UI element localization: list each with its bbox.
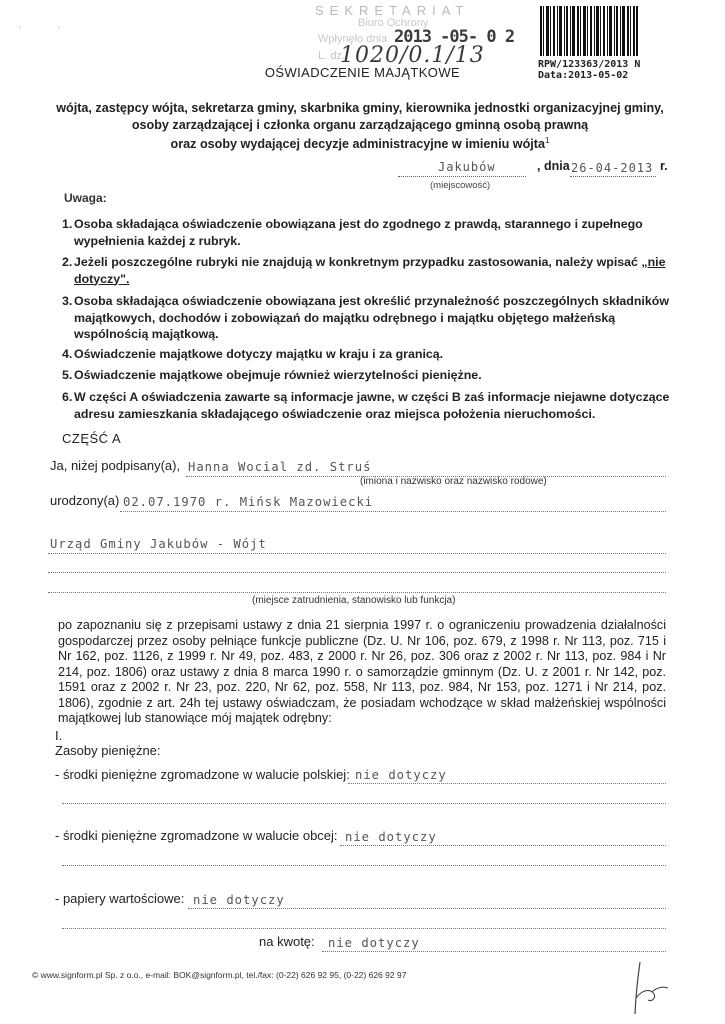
subtitle-line-1: wójta, zastępcy wójta, sekretarza gminy, skarbnika gminy, kierownika jednostki organizacyjnej gminy, bbox=[56, 101, 664, 115]
date-value: 26-04-2013 bbox=[571, 161, 654, 175]
employer-value: Urząd Gminy Jakubów - Wójt bbox=[50, 537, 267, 551]
note-text: W części A oświadczenia zawarte są informacje jawne, w części B zaś informacje niejawne dotyczące adresu zamieszkania składającego oświadczenie oraz miejsca położenia nieruchomości. bbox=[74, 390, 670, 421]
barcode-rpw-number: RPW/123363/2013 N bbox=[538, 59, 641, 70]
form-publisher-footer: © www.signform.pl Sp. z o.o., e-mail: BOK@signform.pl, tel./fax: (0-22) 626 92 95, (0-22) 626 92 97 bbox=[32, 970, 407, 980]
note-item bbox=[62, 293, 680, 343]
amount-value: nie dotyczy bbox=[328, 936, 420, 950]
employer-caption: (miejsce zatrudnienia, stanowisko lub funkcja) bbox=[252, 595, 456, 606]
note-text: Oświadczenie majątkowe obejmuje również wierzytelności pieniężne. bbox=[74, 368, 482, 382]
note-text: Osoba składająca oświadczenie obowiązana jest określić przynależność poszczególnych składników majątkowych, dochodów i zobowiązań do majątku odrębnego i majątku objętego małżeńską wspólnością majątkową. bbox=[74, 294, 669, 341]
amount-label: na kwotę: bbox=[259, 934, 315, 949]
note-number: 6. bbox=[62, 390, 73, 404]
year-suffix: r. bbox=[660, 159, 668, 173]
name-value: Hanna Wocial zd. Struś bbox=[188, 460, 372, 474]
polish-currency-label: - środki pieniężne zgromadzone w walucie polskiej: bbox=[55, 767, 350, 782]
note-item bbox=[62, 254, 680, 287]
date-underline bbox=[570, 176, 656, 177]
employer-underline-2 bbox=[48, 572, 666, 573]
note-number: 3. bbox=[62, 294, 73, 308]
name-caption: (imiona i nazwisko oraz nazwisko rodowe) bbox=[360, 476, 547, 487]
notes-heading: Uwaga: bbox=[64, 191, 107, 205]
securities-underline bbox=[188, 908, 666, 909]
born-underline bbox=[120, 511, 666, 512]
stamp-received-label: Wpłynęło dnia bbox=[318, 33, 388, 45]
note-text: Jeżeli poszczególne rubryki nie znajdują w konkretnym przypadku zastosowania, należy wpisać „nie dotyczy". bbox=[74, 255, 666, 286]
foreign-currency-value: nie dotyczy bbox=[345, 830, 437, 844]
polish-currency-underline bbox=[348, 783, 666, 784]
place-value: Jakubów bbox=[438, 160, 496, 174]
barcode-image bbox=[540, 6, 638, 56]
born-value: 02.07.1970 r. Mińsk Mazowiecki bbox=[123, 495, 374, 509]
born-label: urodzony(a) bbox=[50, 493, 120, 508]
place-caption: (miejscowość) bbox=[430, 180, 491, 191]
subtitle-line-2: osoby zarządzającej i członka organu zarządzającego gminną osobą prawną bbox=[131, 117, 589, 132]
stamp-office-sub: Biuro Ochrony bbox=[358, 17, 429, 29]
polish-currency-line-2 bbox=[62, 803, 666, 804]
note-text: Oświadczenie majątkowe dotyczy majątku w kraju i za granicą. bbox=[74, 347, 444, 361]
note-item bbox=[62, 367, 680, 384]
note-item bbox=[62, 346, 680, 363]
employer-underline-3 bbox=[48, 592, 666, 593]
note-number: 2. bbox=[62, 255, 73, 269]
name-label: Ja, niżej podpisany(a), bbox=[50, 458, 181, 473]
section-1-heading: I. bbox=[55, 728, 63, 743]
foreign-currency-underline bbox=[340, 845, 666, 846]
note-number: 5. bbox=[62, 368, 73, 382]
securities-value: nie dotyczy bbox=[193, 893, 285, 907]
signature-initials bbox=[626, 958, 676, 1018]
foreign-currency-line-2 bbox=[62, 865, 666, 866]
document-title: OŚWIADCZENIE MAJĄTKOWE bbox=[264, 65, 461, 80]
foreign-currency-label: - środki pieniężne zgromadzone w walucie obcej: bbox=[55, 828, 338, 843]
note-number: 1. bbox=[62, 217, 73, 231]
footnote-marker: 1 bbox=[545, 136, 550, 145]
part-a-heading: CZĘŚĆ A bbox=[62, 431, 122, 446]
stamp-ref-label: L. dz. bbox=[318, 50, 345, 62]
securities-label: - papiery wartościowe: bbox=[55, 891, 185, 906]
legal-basis-paragraph: po zapoznaniu się z przepisami ustawy z dnia 21 sierpnia 1997 r. o ograniczeniu prowadzenia działalności gospodarczej przez osoby pełniące funkcje publiczne (Dz. U. Nr 106, poz. 679, z 1998 r. Nr 113, poz. 715 i Nr 162, poz. 1126, z 1999 r. Nr 49, poz. 483, z 2000 r. Nr 26, poz. 306 oraz z 2002 r. Nr 113, poz. 984 i Nr 214, poz. 1806) oraz ustawy z dnia 8 marca 1990 r. o samorządzie gminnym (Dz. U. z 2001 r. Nr 142, poz. 1591 oraz z 2002 r. Nr 23, poz. 220, Nr 62, poz. 558, Nr 113, poz. 984, Nr 153, poz. 1271 i Nr 214, poz. 1806), zgodnie z art. 24h tej ustawy oświadczam, że posiadam wchodzące w skład małżeńskiej wspólności majątkowej lub stanowiące mój majątek odrębny: bbox=[58, 618, 666, 725]
section-1-title: Zasoby pieniężne: bbox=[55, 743, 161, 758]
subtitle-line-3: oraz osoby wydającej decyzje administracyjne w imieniu wójta$^1$ bbox=[170, 136, 550, 152]
amount-underline bbox=[322, 951, 666, 952]
note-number: 4. bbox=[62, 347, 73, 361]
securities-line-2 bbox=[62, 928, 666, 929]
stamp-ref-handwritten: 1020/0.1/13 bbox=[340, 43, 485, 68]
place-underline bbox=[398, 176, 526, 177]
note-nie-dotyczy: „nie dotyczy". bbox=[74, 255, 666, 286]
date-label: , dnia bbox=[537, 159, 570, 173]
scan-marks: · · bbox=[18, 22, 61, 33]
note-text: Osoba składająca oświadczenie obowiązana jest do zgodnego z prawdą, starannego i zupełnego wypełnienia każdej z rubryk. bbox=[74, 217, 643, 248]
note-item bbox=[62, 216, 680, 249]
note-item bbox=[62, 389, 680, 422]
document-subtitle bbox=[40, 100, 680, 153]
polish-currency-value: nie dotyczy bbox=[355, 768, 447, 782]
stamp-date: 2013 -05- 0 2 bbox=[394, 27, 515, 47]
barcode-date: Data:2013-05-02 bbox=[538, 70, 629, 81]
employer-underline-1 bbox=[48, 553, 666, 554]
stamp-office: SEKRETARIAT bbox=[315, 3, 470, 18]
